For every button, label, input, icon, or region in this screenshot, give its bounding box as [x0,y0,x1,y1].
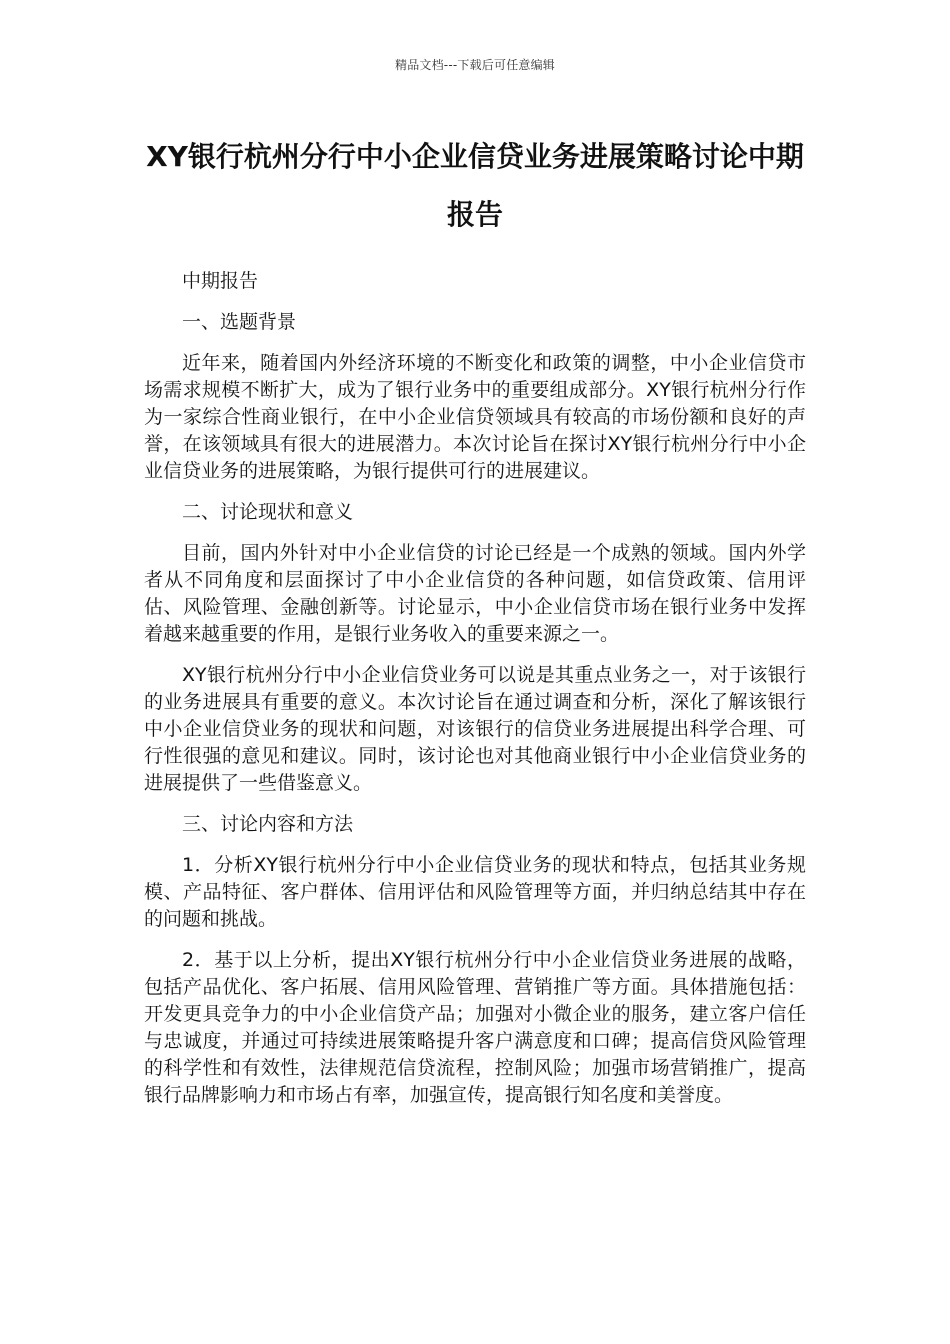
paragraph-significance: XY银行杭州分行中小企业信贷业务可以说是其重点业务之一，对于该银行的业务进展具有重要的意义。本次讨论旨在通过调查和分析，深化了解该银行中小企业信贷业务的现状和问题，对该银行的信贷业务进展提出科学合理、可行性很强的意见和建议。同时，该讨论也对其他商业银行中小企业信贷业务的进展提供了一些借鉴意义。 [144,664,806,794]
list-item-strategy: 2．基于以上分析，提出XY银行杭州分行中小企业信贷业务进展的战略，包括产品优化、客户拓展、信用风险管理、营销推广等方面。具体措施包括：开发更具竞争力的中小企业信贷产品；加强对小微企业的服务，建立客户信任与忠诚度，并通过可持续进展策略提升客户满意度和口碑；提高信贷风险管理的科学性和有效性，法律规范信贷流程，控制风险；加强市场营销推广，提高银行品牌影响力和市场占有率，加强宣传，提高银行知名度和美誉度。 [144,949,806,1106]
paragraph-status: 目前，国内外针对中小企业信贷的讨论已经是一个成熟的领域。国内外学者从不同角度和层面探讨了中小企业信贷的各种问题，如信贷政策、信用评估、风险管理、金融创新等。讨论显示，中小企业信贷市场在银行业务中发挥着越来越重要的作用，是银行业务收入的重要来源之一。 [144,542,806,645]
section-label-report: 中期报告 [182,270,259,292]
list-item-analysis: 1．分析XY银行杭州分行中小企业信贷业务的现状和特点，包括其业务规模、产品特征、客户群体、信用评估和风险管理等方面，并归纳总结其中存在的问题和挑战。 [144,854,806,930]
section-heading-methods: 三、讨论内容和方法 [182,813,354,835]
document-title: XY银行杭州分行中小企业信贷业务进展策略讨论中期报告 [146,140,804,231]
section-heading-status: 二、讨论现状和意义 [182,501,354,523]
paragraph-background: 近年来，随着国内外经济环境的不断变化和政策的调整，中小企业信贷市场需求规模不断扩大，成为了银行业务中的重要组成部分。XY银行杭州分行作为一家综合性商业银行，在中小企业信贷领域具有较高的市场份额和良好的声誉，在该领域具有很大的进展潜力。本次讨论旨在探讨XY银行杭州分行中小企业信贷业务的进展策略，为银行提供可行的进展建议。 [144,352,806,482]
document-body [144,268,806,1123]
header-note: 精品文档---下载后可任意编辑 [395,58,555,72]
section-heading-background: 一、选题背景 [182,311,297,333]
